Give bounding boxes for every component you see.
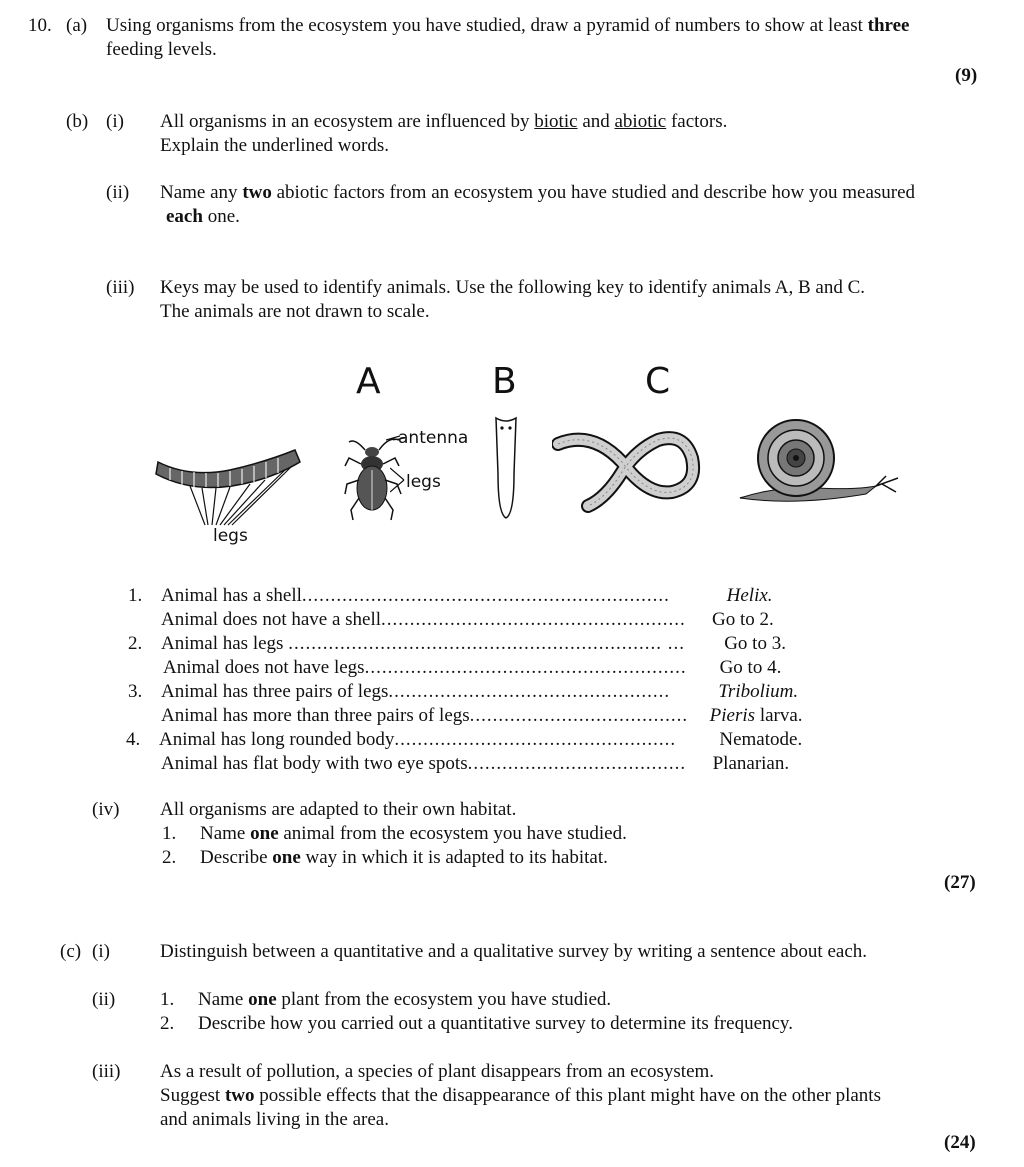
key-row-4a: 4. Animal has long rounded body................................................. Nematode. [126,729,803,750]
larva-legs-label: legs [213,526,248,546]
key-row-3a: 3. Animal has three pairs of legs................................................. Tribolium. [128,681,799,702]
part-b-iii-line1: Keys may be used to identify animals. Use the following key to identify animals A, B and C. [160,277,865,298]
part-b-iii-line2: The animals are not drawn to scale. [160,301,430,322]
key-row-1b: Animal does not have a shell..................................................... Go to 2. [161,609,774,630]
part-a-line2: feeding levels. [106,39,217,60]
part-b-iii-label: (iii) [106,277,135,298]
part-c-iii-line3: and animals living in the area. [160,1109,389,1130]
part-c-ii-label: (ii) [92,989,116,1010]
key-row-1a: 1. Animal has a shell................................................................ Helix. [128,585,773,606]
part-c-i-line1: Distinguish between a quantitative and a qualitative survey by writing a sentence about each. [160,941,867,962]
beetle-antenna-label: antenna [398,428,469,448]
part-a-marks: (9) [955,65,978,86]
beetle-legs-label: legs [406,472,441,492]
part-b-label: (b) [66,111,89,132]
part-b-i-label: (i) [106,111,124,132]
part-b-iv-line1: All organisms are adapted to their own habitat. [160,799,517,820]
part-c-ii-sub1: 1. Name one plant from the ecosystem you have studied. [160,989,612,1010]
part-c-label: (c) [60,941,82,962]
part-b-ii-line2: each one. [166,206,240,227]
figure-label-a: A [356,361,381,402]
caterpillar-illustration [150,440,310,530]
snail-illustration [736,414,904,506]
nematode-illustration [552,422,702,518]
part-b-iv-sub1: 1. Name one animal from the ecosystem you have studied. [162,823,627,844]
key-row-4b: Animal has flat body with two eye spots...................................... Planarian. [161,753,790,774]
part-b-ii-label: (ii) [106,182,130,203]
part-c-iii-line1: As a result of pollution, a species of plant disappears from an ecosystem. [160,1061,715,1082]
key-row-2b: Animal does not have legs........................................................ Go to 4. [163,657,782,678]
part-b-iv-sub2: 2. Describe one way in which it is adapted to its habitat. [162,847,608,868]
part-b-i-line1: All organisms in an ecosystem are influenced by biotic and abiotic factors. [160,111,728,132]
part-c-ii-sub2: 2. Describe how you carried out a quantitative survey to determine its frequency. [160,1013,793,1034]
key-row-3b: Animal has more than three pairs of legs...................................... Pieris larva. [161,705,803,726]
figure-label-c: C [645,361,671,402]
part-c-marks: (24) [944,1132,976,1153]
legs-pointer-lines [390,466,406,494]
figure-label-b: B [492,361,517,402]
part-c-iii-label: (iii) [92,1061,121,1082]
part-c-iii-line2: Suggest two possible effects that the disappearance of this plant might have on the other plants [160,1085,881,1106]
part-c-i-label: (i) [92,941,110,962]
part-a-label: (a) [66,15,88,36]
key-row-2a: 2. Animal has legs ................................................................. ... Go to 3. [128,633,786,654]
question-number: 10. [28,15,52,36]
part-a-line1: Using organisms from the ecosystem you have studied, draw a pyramid of numbers to show at least three [106,15,910,36]
part-b-iv-label: (iv) [92,799,120,820]
part-b-ii-line1: Name any two abiotic factors from an ecosystem you have studied and describe how you measured [160,182,916,203]
planarian-illustration [488,414,524,522]
part-b-i-line2: Explain the underlined words. [160,135,390,156]
part-b-marks: (27) [944,872,976,893]
